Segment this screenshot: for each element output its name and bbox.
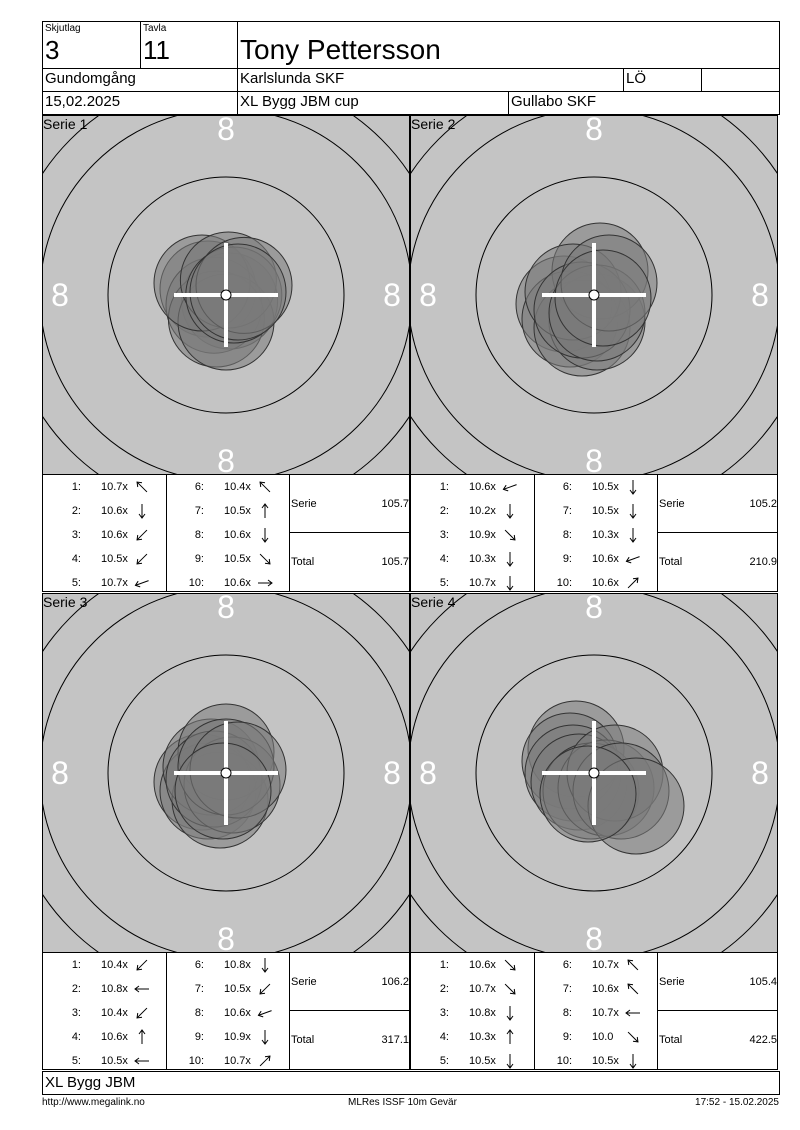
score-table-1 — [42, 474, 410, 592]
shot-row — [166, 571, 289, 595]
shot-score: 10.9x — [469, 529, 496, 541]
shot-number: 1: — [439, 481, 449, 493]
running-total-row — [657, 533, 777, 591]
direction-arrow-icon — [133, 957, 151, 973]
direction-arrow-icon — [501, 527, 519, 543]
shot-number: 7: — [562, 505, 572, 517]
score-table-3 — [42, 952, 410, 1070]
serie-total-value: 106.2 — [381, 975, 409, 988]
serie-total-row — [289, 475, 409, 533]
shot-row — [43, 475, 166, 499]
shot-number: 5: — [439, 1055, 449, 1067]
shot-row — [166, 475, 289, 499]
footer-timestamp: 17:52 - 15.02.2025 — [695, 1097, 779, 1108]
ring-number-8: 8 — [217, 921, 235, 952]
running-total-value: 317.1 — [381, 1034, 409, 1046]
shot-number: 5: — [71, 577, 81, 589]
round-cell — [43, 68, 238, 91]
shot-row — [411, 953, 534, 977]
running-total-label: Total — [659, 556, 683, 568]
ring-number-8: 8 — [751, 277, 769, 313]
shot-score: 10.6x — [592, 553, 619, 565]
shot-score: 10.6x — [101, 505, 128, 517]
group-center-dot — [221, 768, 231, 778]
shooter-name-cell — [238, 22, 779, 68]
class-cell — [624, 68, 702, 91]
score-table-2 — [410, 474, 778, 592]
shot-row — [411, 499, 534, 523]
ring-number-8: 8 — [419, 755, 437, 791]
shot-number: 9: — [194, 553, 204, 565]
serie-total-label: Serie — [659, 497, 685, 510]
shot-row — [166, 499, 289, 523]
shot-row — [411, 1001, 534, 1025]
shot-score: 10.5x — [592, 481, 619, 493]
direction-arrow-icon — [256, 527, 274, 543]
running-total-row — [289, 533, 409, 591]
direction-arrow-icon — [133, 575, 151, 591]
shot-score: 10.5x — [469, 1055, 496, 1067]
direction-arrow-icon — [501, 503, 519, 519]
shot-number: 7: — [562, 983, 572, 995]
club-name: Karlslunda SKF — [240, 70, 345, 87]
footer-box — [42, 1071, 780, 1095]
shot-row — [411, 523, 534, 547]
serie-total-value: 105.7 — [381, 497, 409, 510]
serie-total-label: Serie — [659, 975, 685, 988]
shot-score: 10.4x — [101, 959, 128, 971]
running-total-value: 105.7 — [381, 556, 409, 568]
extra-cell — [702, 68, 779, 91]
serie-label: Serie 1 — [43, 116, 88, 132]
header-row-2 — [42, 68, 780, 92]
direction-arrow-icon — [133, 1005, 151, 1021]
shot-number: 4: — [71, 1031, 81, 1043]
serie-label: Serie 2 — [411, 116, 456, 132]
shot-score: 10.8x — [224, 959, 251, 971]
shot-number: 8: — [194, 529, 204, 541]
ring-number-8: 8 — [51, 755, 69, 791]
target-4 — [410, 593, 778, 953]
shot-score: 10.5x — [101, 553, 128, 565]
direction-arrow-icon — [256, 981, 274, 997]
shot-hole-10 — [540, 746, 636, 842]
summary-box — [657, 475, 777, 591]
shot-row — [43, 499, 166, 523]
group-center-dot — [589, 290, 599, 300]
shot-column-2 — [534, 475, 658, 591]
shot-number: 10: — [556, 577, 572, 589]
shot-column-1 — [411, 953, 535, 1069]
shot-number: 2: — [439, 505, 449, 517]
footer-url[interactable]: http://www.megalink.no — [42, 1097, 145, 1108]
shot-number: 1: — [439, 959, 449, 971]
serie-total-row — [657, 475, 777, 533]
ring-number-8: 8 — [217, 594, 235, 625]
organizer-name: Gullabo SKF — [511, 93, 597, 110]
shot-row — [534, 1001, 657, 1025]
ring-number-8: 8 — [383, 755, 401, 791]
score-table-4 — [410, 952, 778, 1070]
shot-number: 9: — [194, 1031, 204, 1043]
shot-score: 10.3x — [592, 529, 619, 541]
ring-number-8: 8 — [585, 921, 603, 952]
shot-number: 3: — [71, 1007, 81, 1019]
shot-number: 7: — [194, 505, 204, 517]
direction-arrow-icon — [133, 1053, 151, 1069]
direction-arrow-icon — [501, 575, 519, 591]
running-total-value: 422.5 — [749, 1034, 777, 1046]
date-value: 15,02.2025 — [45, 93, 121, 110]
ring-number-8: 8 — [217, 116, 235, 147]
ring-number-8: 8 — [585, 443, 603, 474]
shot-score: 10.6x — [224, 1007, 251, 1019]
shot-row — [43, 1001, 166, 1025]
shot-row — [534, 977, 657, 1001]
direction-arrow-icon — [501, 1029, 519, 1045]
date-cell — [43, 91, 238, 114]
shot-number: 9: — [562, 553, 572, 565]
shot-number: 3: — [439, 1007, 449, 1019]
shot-row — [43, 1049, 166, 1073]
direction-arrow-icon — [501, 1053, 519, 1069]
ring-number-8: 8 — [217, 443, 235, 474]
organizer-cell — [509, 91, 779, 114]
shot-score: 10.7x — [469, 577, 496, 589]
shot-score: 10.5x — [224, 553, 251, 565]
header-row-1 — [42, 21, 780, 69]
shot-score: 10.5x — [224, 505, 251, 517]
shot-score: 10.6x — [592, 577, 619, 589]
direction-arrow-icon — [256, 575, 274, 591]
shot-column-1 — [411, 475, 535, 591]
shot-row — [166, 977, 289, 1001]
shot-row — [43, 571, 166, 595]
ring-number-8: 8 — [751, 755, 769, 791]
shot-number: 2: — [71, 505, 81, 517]
shot-number: 2: — [439, 983, 449, 995]
shot-score: 10.6x — [469, 481, 496, 493]
shot-row — [534, 1025, 657, 1049]
shot-score: 10.3x — [469, 553, 496, 565]
tavla-cell — [141, 22, 238, 68]
direction-arrow-icon — [501, 551, 519, 567]
shot-row — [166, 953, 289, 977]
shot-score: 10.6x — [224, 529, 251, 541]
direction-arrow-icon — [133, 1029, 151, 1045]
shot-row — [534, 953, 657, 977]
shot-number: 7: — [194, 983, 204, 995]
shot-number: 2: — [71, 983, 81, 995]
direction-arrow-icon — [501, 957, 519, 973]
direction-arrow-icon — [624, 527, 642, 543]
shot-row — [411, 1025, 534, 1049]
direction-arrow-icon — [133, 479, 151, 495]
shot-score: 10.6x — [101, 1031, 128, 1043]
direction-arrow-icon — [624, 1005, 642, 1021]
serie-total-label: Serie — [291, 497, 317, 510]
running-total-row — [657, 1011, 777, 1069]
footer-competition: XL Bygg JBM — [45, 1074, 136, 1091]
shot-score: 10.4x — [101, 1007, 128, 1019]
target-3 — [42, 593, 410, 953]
group-center-dot — [589, 768, 599, 778]
running-total-label: Total — [291, 1034, 315, 1046]
ring-number-8: 8 — [585, 594, 603, 625]
shooter-name: Tony Pettersson — [240, 34, 441, 65]
shot-row — [411, 475, 534, 499]
skjutlag-value: 3 — [45, 35, 60, 65]
serie-total-value: 105.4 — [749, 975, 777, 988]
shot-number: 8: — [194, 1007, 204, 1019]
skjutlag-label: Skjutlag — [45, 23, 81, 34]
shot-hole-10 — [175, 743, 271, 839]
direction-arrow-icon — [256, 551, 274, 567]
shot-column-2 — [166, 953, 290, 1069]
shot-number: 1: — [71, 481, 81, 493]
running-total-value: 210.9 — [749, 556, 777, 568]
direction-arrow-icon — [624, 479, 642, 495]
direction-arrow-icon — [624, 503, 642, 519]
shot-number: 10: — [188, 577, 204, 589]
direction-arrow-icon — [624, 957, 642, 973]
shot-score: 10.6x — [469, 959, 496, 971]
shot-column-2 — [166, 475, 290, 591]
direction-arrow-icon — [133, 551, 151, 567]
shot-score: 10.7x — [101, 481, 128, 493]
shot-row — [534, 1049, 657, 1073]
shot-row — [411, 977, 534, 1001]
target-2 — [410, 115, 778, 475]
shot-number: 6: — [194, 959, 204, 971]
shot-score: 10.6x — [224, 577, 251, 589]
running-total-label: Total — [659, 1034, 683, 1046]
shot-hole-10 — [555, 250, 651, 346]
shot-number: 3: — [71, 529, 81, 541]
shot-score: 10.7x — [101, 577, 128, 589]
shot-score: 10.0 — [592, 1031, 614, 1043]
shot-row — [166, 1001, 289, 1025]
shot-row — [534, 571, 657, 595]
shot-number: 6: — [562, 959, 572, 971]
shot-row — [534, 475, 657, 499]
shot-row — [411, 547, 534, 571]
shot-score: 10.9x — [224, 1031, 251, 1043]
shot-score: 10.7x — [224, 1055, 251, 1067]
shot-number: 8: — [562, 529, 572, 541]
shot-score: 10.7x — [469, 983, 496, 995]
shot-number: 1: — [71, 959, 81, 971]
shot-row — [411, 1049, 534, 1073]
group-center-dot — [221, 290, 231, 300]
ring-number-8: 8 — [383, 277, 401, 313]
shot-row — [43, 547, 166, 571]
summary-box — [657, 953, 777, 1069]
serie-label: Serie 4 — [411, 594, 456, 610]
shot-number: 4: — [439, 1031, 449, 1043]
shot-score: 10.2x — [469, 505, 496, 517]
direction-arrow-icon — [501, 981, 519, 997]
club-cell — [238, 68, 624, 91]
class-value: LÖ — [626, 70, 647, 87]
shot-row — [166, 1025, 289, 1049]
direction-arrow-icon — [624, 1053, 642, 1069]
shot-row — [43, 523, 166, 547]
shot-row — [43, 1025, 166, 1049]
shot-number: 10: — [556, 1055, 572, 1067]
direction-arrow-icon — [133, 527, 151, 543]
direction-arrow-icon — [133, 503, 151, 519]
shot-row — [166, 523, 289, 547]
shot-score: 10.5x — [592, 1055, 619, 1067]
shot-number: 5: — [71, 1055, 81, 1067]
summary-box — [289, 475, 409, 591]
shot-hole-10 — [190, 244, 286, 340]
shot-column-2 — [534, 953, 658, 1069]
target-1 — [42, 115, 410, 475]
header-row-3 — [42, 91, 780, 115]
running-total-label: Total — [291, 556, 315, 568]
shot-score: 10.3x — [469, 1031, 496, 1043]
direction-arrow-icon — [133, 981, 151, 997]
shot-number: 10: — [188, 1055, 204, 1067]
shot-number: 3: — [439, 529, 449, 541]
serie-total-row — [657, 953, 777, 1011]
direction-arrow-icon — [256, 1005, 274, 1021]
shot-row — [43, 977, 166, 1001]
summary-box — [289, 953, 409, 1069]
direction-arrow-icon — [256, 957, 274, 973]
shot-score: 10.8x — [469, 1007, 496, 1019]
ring-number-8: 8 — [585, 116, 603, 147]
shot-row — [534, 523, 657, 547]
shot-column-1 — [43, 953, 167, 1069]
direction-arrow-icon — [624, 551, 642, 567]
direction-arrow-icon — [501, 1005, 519, 1021]
ring-number-8: 8 — [51, 277, 69, 313]
shot-row — [534, 499, 657, 523]
direction-arrow-icon — [256, 1029, 274, 1045]
shot-row — [43, 953, 166, 977]
shot-row — [411, 571, 534, 595]
direction-arrow-icon — [256, 503, 274, 519]
serie-total-row — [289, 953, 409, 1011]
shot-score: 10.8x — [101, 983, 128, 995]
shot-score: 10.5x — [224, 983, 251, 995]
serie-total-value: 105.2 — [749, 497, 777, 510]
skjutlag-cell — [43, 22, 141, 68]
shot-number: 4: — [71, 553, 81, 565]
shot-number: 5: — [439, 577, 449, 589]
ring-number-8: 8 — [419, 277, 437, 313]
shot-number: 9: — [562, 1031, 572, 1043]
direction-arrow-icon — [624, 1029, 642, 1045]
direction-arrow-icon — [256, 479, 274, 495]
direction-arrow-icon — [624, 575, 642, 591]
shot-score: 10.5x — [592, 505, 619, 517]
serie-label: Serie 3 — [43, 594, 88, 610]
tavla-value: 11 — [143, 35, 170, 65]
direction-arrow-icon — [501, 479, 519, 495]
competition-cell — [238, 91, 509, 114]
direction-arrow-icon — [256, 1053, 274, 1069]
shot-score: 10.6x — [101, 529, 128, 541]
footer-software: MLRes ISSF 10m Gevär — [348, 1097, 457, 1108]
shot-number: 6: — [194, 481, 204, 493]
shot-score: 10.5x — [101, 1055, 128, 1067]
event-round: Gundomgång — [45, 70, 136, 87]
shot-number: 4: — [439, 553, 449, 565]
shot-score: 10.4x — [224, 481, 251, 493]
shot-row — [166, 1049, 289, 1073]
direction-arrow-icon — [624, 981, 642, 997]
shot-score: 10.6x — [592, 983, 619, 995]
running-total-row — [289, 1011, 409, 1069]
serie-total-label: Serie — [291, 975, 317, 988]
shot-score: 10.7x — [592, 959, 619, 971]
competition-name: XL Bygg JBM cup — [240, 93, 359, 110]
shot-column-1 — [43, 475, 167, 591]
shot-number: 8: — [562, 1007, 572, 1019]
tavla-label: Tavla — [143, 23, 167, 34]
shot-number: 6: — [562, 481, 572, 493]
shot-row — [166, 547, 289, 571]
shot-score: 10.7x — [592, 1007, 619, 1019]
shot-row — [534, 547, 657, 571]
